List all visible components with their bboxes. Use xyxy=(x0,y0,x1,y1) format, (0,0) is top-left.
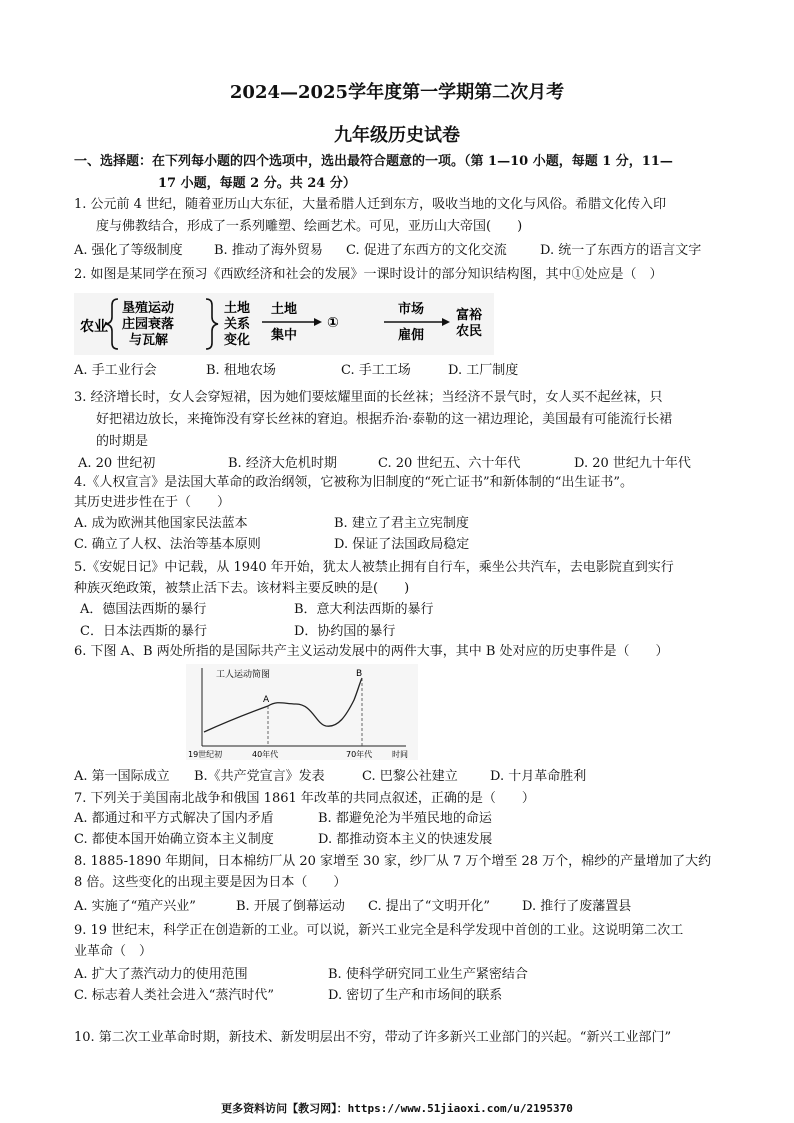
question-2-stem: 2. 如图是某同学在预习《西欧经济和社会的发展》一课时设计的部分知识结构图，其中①处应是（ ） xyxy=(74,267,663,282)
question-4-stem-cont: 其历史进步性在于（ ） xyxy=(74,495,231,510)
question-7-option-a: A. 都通过和平方式解决了国内矛盾 xyxy=(74,811,274,826)
question-1-option-a: A. 强化了等级制度 xyxy=(74,243,183,258)
question-6-option-b: B.《共产党宣言》发表 xyxy=(194,769,325,784)
diagram-mid-line2: 关系 xyxy=(224,317,251,332)
question-1-option-b: B. 推动了海外贸易 xyxy=(214,243,323,258)
question-4-option-c: C. 确立了人权、法治等基本原则 xyxy=(74,537,261,552)
question-1-option-c: C. 促进了东西方的文化交流 xyxy=(346,243,507,258)
chart-point-a: A xyxy=(263,695,270,705)
exam-subtitle: 九年级历史试卷 xyxy=(334,125,460,146)
question-1-option-d: D. 统一了东西方的语言文字 xyxy=(540,243,702,258)
diagram-mid-line1: 土地 xyxy=(224,301,251,316)
diagram-brace-line2: 庄园衰落 xyxy=(122,317,175,332)
arrow1-bottom-label: 集中 xyxy=(271,328,298,343)
chart-tick-2: 40年代 xyxy=(252,750,279,759)
question-9-stem-cont: 业革命（ ） xyxy=(74,944,153,959)
question-1-stem-cont: 度与佛教结合，形成了一系列雕塑、绘画艺术。可见，亚历山大帝国( ) xyxy=(96,219,523,234)
exam-title: 2024—2025学年度第一学期第二次月考 xyxy=(229,82,565,103)
question-8-stem-cont: 8 倍。这些变化的出现主要是因为日本（ ） xyxy=(74,875,347,890)
question-4-option-a: A. 成为欧洲其他国家民法蓝本 xyxy=(74,516,248,531)
question-3-stem-cont2: 的时期是 xyxy=(96,434,149,449)
workers-movement-chart xyxy=(186,664,418,760)
question-7-option-c: C. 都使本国开始确立资本主义制度 xyxy=(74,832,274,847)
question-5-stem-cont: 种族灭绝政策，被禁止活下去。该材料主要反映的是( ) xyxy=(74,581,410,596)
question-9-option-b: B. 使科学研究同工业生产紧密结合 xyxy=(328,967,528,982)
section-heading: 一、选择题：在下列每小题的四个选项中，选出最符合题意的一项。（第 1—10 小题，每题 1 分，11— xyxy=(74,154,673,169)
diagram-brace-line1: 垦殖运动 xyxy=(122,301,175,316)
question-4-option-d: D. 保证了法国政局稳定 xyxy=(334,537,470,552)
question-9-option-d: D. 密切了生产和市场间的联系 xyxy=(328,988,503,1003)
arrow1-top-label: 土地 xyxy=(271,302,298,317)
chart-point-b: B xyxy=(356,669,363,679)
diagram-mid-line3: 变化 xyxy=(224,333,251,348)
question-3-option-d: D. 20 世纪九十年代 xyxy=(574,456,691,471)
chart-tick-1: 19世纪初 xyxy=(188,750,223,759)
question-3-stem-cont: 好把裙边放长，来掩饰没有穿长丝袜的窘迫。根据乔治·泰勒的这一裙边理论，美国最有可能流行长裙 xyxy=(96,412,673,427)
chart-x-label: 时间 xyxy=(392,750,408,759)
question-4-stem: 4.《人权宣言》是法国大革命的政治纲领，它被称为旧制度的“死亡证书”和新体制的“出生证书”。 xyxy=(74,475,633,490)
question-2-option-b: B. 租地农场 xyxy=(206,363,276,378)
question-3-option-c: C. 20 世纪五、六十年代 xyxy=(378,456,521,471)
question-10-stem: 10. 第二次工业革命时期，新技术、新发明层出不穷，带动了许多新兴工业部门的兴起。“新兴工业部门” xyxy=(74,1030,672,1045)
question-5-option-c: C．日本法西斯的暴行 xyxy=(80,624,207,639)
question-8-stem: 8. 1885-1890 年期间，日本棉纺厂从 20 家增至 30 家，纱厂从 7 万个增至 28 万个，棉纱的产量增加了大约 xyxy=(74,854,712,869)
chart-title: 工人运动简图 xyxy=(216,670,271,680)
footer-link-text: 更多资料访问【教习网】：https://www.51jiaoxi.com/u/2195370 xyxy=(221,1102,573,1115)
question-3-option-a: A. 20 世纪初 xyxy=(78,456,156,471)
question-8-option-c: C. 提出了“文明开化” xyxy=(368,899,491,914)
diagram-left-label: 农业 xyxy=(80,319,108,335)
question-6-option-c: C. 巴黎公社建立 xyxy=(362,769,458,784)
chart-tick-3: 70年代 xyxy=(346,750,373,759)
question-6-option-d: D. 十月革命胜利 xyxy=(490,769,587,784)
question-2-option-c: C. 手工工场 xyxy=(341,363,411,378)
question-7-stem: 7. 下列关于美国南北战争和俄国 1861 年改革的共同点叙述，正确的是（ ） xyxy=(74,791,535,806)
question-6-stem: 6. 下图 A、B 两处所指的是国际共产主义运动发展中的两件大事，其中 B 处对应的历史事件是（ ） xyxy=(74,644,669,659)
question-5-option-d: D．协约国的暴行 xyxy=(294,624,396,639)
question-9-option-a: A. 扩大了蒸汽动力的使用范围 xyxy=(74,967,248,982)
question-9-stem: 9. 19 世纪末，科学正在创造新的工业。可以说，新兴工业完全是科学发现中首创的工业。这说明第二次工 xyxy=(74,923,684,938)
question-4-option-b: B. 建立了君主立宪制度 xyxy=(334,516,469,531)
question-5-stem: 5.《安妮日记》中记载，从 1940 年开始，犹太人被禁止拥有自行车，乘坐公共汽车，去电影院直到实行 xyxy=(74,560,674,575)
diagram-end-line2: 农民 xyxy=(456,324,483,339)
question-6-option-a: A. 第一国际成立 xyxy=(74,769,170,784)
question-2-option-d: D. 工厂制度 xyxy=(448,363,519,378)
diagram-end-line1: 富裕 xyxy=(456,308,483,323)
arrow2-bottom-label: 雇佣 xyxy=(398,328,425,343)
arrow2-top-label: 市场 xyxy=(398,302,425,317)
question-5-option-b: B．意大利法西斯的暴行 xyxy=(294,602,434,617)
question-7-option-d: D. 都推动资本主义的快速发展 xyxy=(318,832,493,847)
knowledge-structure-diagram-right xyxy=(384,293,494,355)
question-8-option-a: A. 实施了“殖产兴业” xyxy=(74,899,196,914)
knowledge-structure-diagram xyxy=(74,293,384,355)
question-9-option-c: C. 标志着人类社会进入“蒸汽时代” xyxy=(74,988,275,1003)
question-3-option-b: B. 经济大危机时期 xyxy=(228,456,337,471)
question-8-option-d: D. 推行了废藩置县 xyxy=(522,899,632,914)
question-1-stem: 1. 公元前 4 世纪，随着亚历山大东征，大量希腊人迁到东方，吸收当地的文化与风俗。希腊文化传入印 xyxy=(74,197,667,212)
question-2-option-a: A. 手工业行会 xyxy=(74,363,157,378)
question-3-stem: 3. 经济增长时，女人会穿短裙，因为她们要炫耀里面的长丝袜；当经济不景气时，女人买不起丝袜，只 xyxy=(74,390,663,405)
question-5-option-a: A．德国法西斯的暴行 xyxy=(80,602,207,617)
question-7-option-b: B. 都避免沦为半殖民地的命运 xyxy=(318,811,492,826)
diagram-blank-marker: ① xyxy=(327,315,339,331)
section-heading-cont: 17 小题，每题 2 分。共 24 分） xyxy=(158,176,356,191)
diagram-brace-line3: 与瓦解 xyxy=(129,333,169,348)
question-8-option-b: B. 开展了倒幕运动 xyxy=(236,899,345,914)
